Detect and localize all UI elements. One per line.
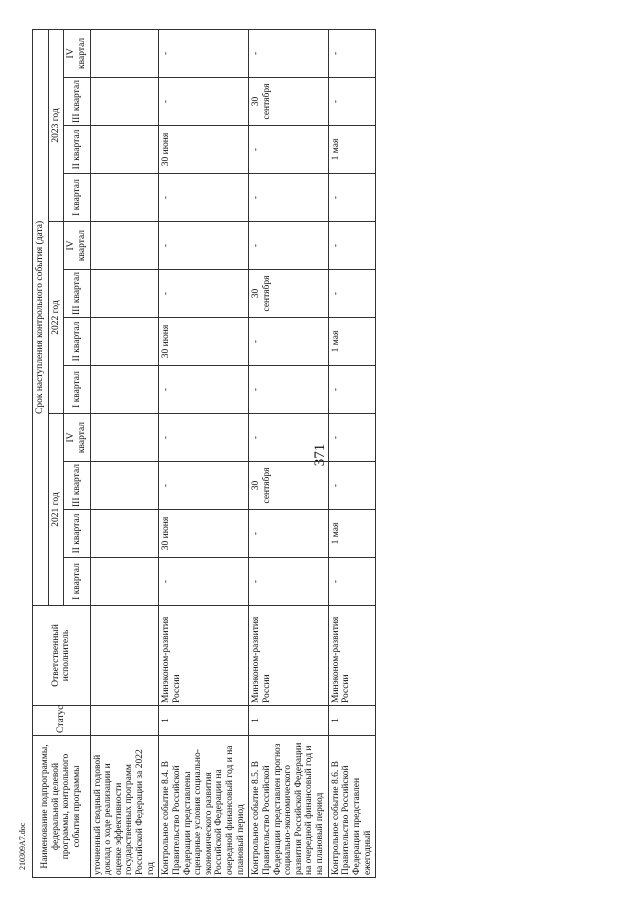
header-quarter: II квартал — [64, 126, 90, 174]
event-date: 30 сентября — [249, 270, 328, 318]
event-date: 30 июня — [159, 126, 249, 174]
event-date: - — [249, 222, 328, 270]
event-date: - — [249, 174, 328, 222]
event-status: 1 — [159, 706, 249, 736]
event-date: 30 июня — [159, 510, 249, 558]
header-quarter: I квартал — [64, 366, 90, 414]
event-responsible: Минэконом-развития России — [328, 606, 376, 706]
event-date: - — [249, 558, 328, 606]
event-date: - — [159, 270, 249, 318]
event-date — [90, 462, 159, 510]
header-quarter: IV квартал — [64, 414, 90, 462]
event-date: - — [328, 78, 376, 126]
event-date: - — [328, 462, 376, 510]
header-quarter: I квартал — [64, 174, 90, 222]
event-date — [90, 270, 159, 318]
event-date — [90, 318, 159, 366]
event-date: - — [159, 414, 249, 462]
event-date: 30 сентября — [249, 78, 328, 126]
event-date: - — [159, 558, 249, 606]
header-term: Срок наступления контрольного события (дата) — [33, 29, 49, 605]
event-date: 1 мая — [328, 126, 376, 174]
event-date: - — [328, 270, 376, 318]
header-year-2021: 2021 год — [48, 414, 64, 606]
event-responsible: Минэконом-развития России — [249, 606, 328, 706]
event-status: 1 — [249, 706, 328, 736]
header-status: Статус — [33, 706, 91, 736]
header-year-2022: 2022 год — [48, 222, 64, 414]
event-date: - — [249, 29, 328, 77]
header-quarter: II квартал — [64, 510, 90, 558]
table-row — [90, 29, 159, 877]
event-date: - — [328, 174, 376, 222]
header-quarter: I квартал — [64, 558, 90, 606]
event-date: - — [159, 222, 249, 270]
event-status: 1 — [328, 706, 376, 736]
table-row — [328, 29, 376, 877]
header-quarter: III квартал — [64, 78, 90, 126]
header-quarter: IV квартал — [64, 222, 90, 270]
event-date: - — [249, 318, 328, 366]
event-date: - — [159, 174, 249, 222]
event-date — [90, 126, 159, 174]
header-quarter: IV квартал — [64, 29, 90, 77]
event-date: 30 июня — [159, 318, 249, 366]
event-name: Контрольное событие 8.4. В Правительство Российской Федерации представлены сценарные условия социально-экономического развития Российской Федерации на очередной финансовый год и на плановый период — [159, 736, 249, 878]
event-date: - — [249, 414, 328, 462]
event-name: Контрольное событие 8.5. В Правительство Российской Федерации представлен прогноз социально-экономического развития Российской Федерации на очередной финансовый год и на плановый период — [249, 736, 328, 878]
event-date: 30 сентября — [249, 462, 328, 510]
control-events-table — [32, 29, 376, 878]
header-quarter: III квартал — [64, 270, 90, 318]
event-date: - — [159, 462, 249, 510]
event-date: - — [249, 126, 328, 174]
event-date: - — [328, 558, 376, 606]
event-date: - — [159, 29, 249, 77]
event-name: уточненный сводный годовой доклад о ходе реализации и оценке эффективности государственных программ Российской Федерации за 2022 год — [90, 736, 159, 878]
event-date: 1 мая — [328, 510, 376, 558]
event-date: - — [249, 366, 328, 414]
event-responsible — [90, 606, 159, 706]
table-body — [90, 29, 376, 877]
header-year-2023: 2023 год — [48, 29, 64, 221]
header-responsible: Ответственный исполнитель — [33, 606, 91, 706]
event-date — [90, 366, 159, 414]
event-date: - — [159, 366, 249, 414]
header-name: Наименование подпрограммы, федеральной целевой программы, контрольного события программы — [33, 736, 91, 878]
event-date: - — [328, 29, 376, 77]
event-date: - — [159, 78, 249, 126]
event-date: 1 мая — [328, 318, 376, 366]
event-date — [90, 174, 159, 222]
header-quarter: II квартал — [64, 318, 90, 366]
event-date — [90, 222, 159, 270]
table-row — [249, 29, 328, 877]
event-date — [90, 29, 159, 77]
event-date — [90, 510, 159, 558]
event-status — [90, 706, 159, 736]
event-date: - — [328, 414, 376, 462]
table-row — [159, 29, 249, 877]
event-date: - — [328, 366, 376, 414]
footer-file-code: 210309А7.doc — [18, 822, 27, 870]
header-quarter: III квартал — [64, 462, 90, 510]
event-name: Контрольное событие 8.6. В Правительство Российской Федерации представлен ежегодный — [328, 736, 376, 878]
event-responsible: Минэконом-развития России — [159, 606, 249, 706]
event-date — [90, 558, 159, 606]
event-date — [90, 78, 159, 126]
page-number: 371 — [312, 443, 328, 467]
rotated-table-page — [32, 32, 604, 878]
event-date: - — [328, 222, 376, 270]
event-date: - — [249, 510, 328, 558]
event-date — [90, 414, 159, 462]
